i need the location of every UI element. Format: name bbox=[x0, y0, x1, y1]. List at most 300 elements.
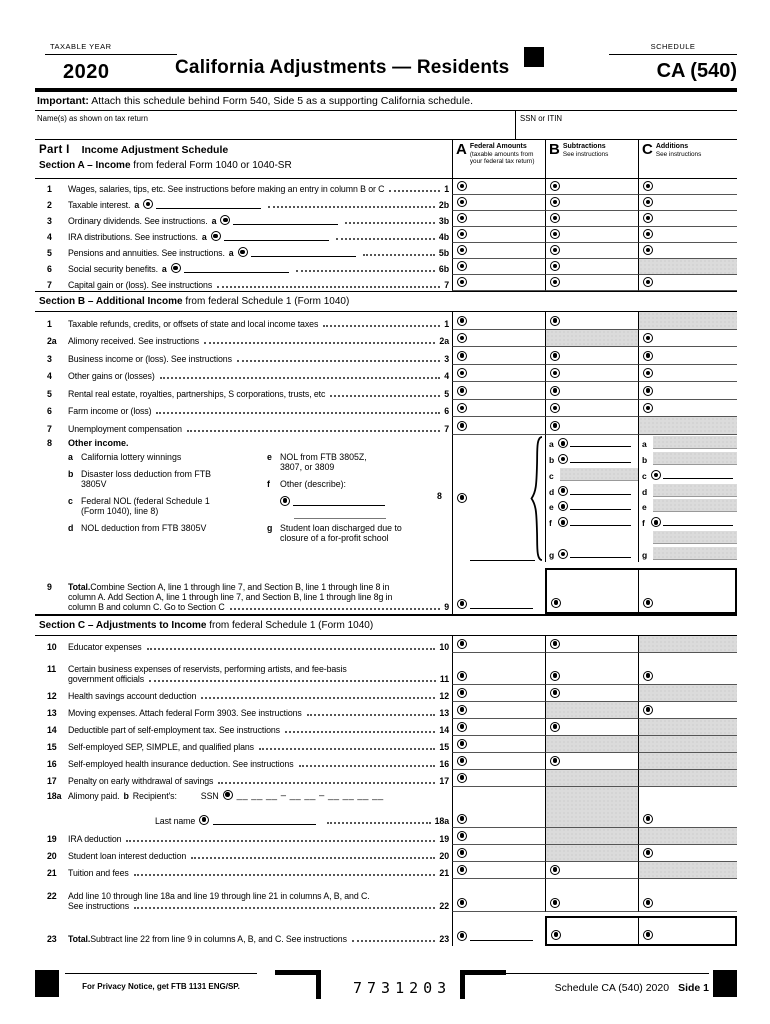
target-icon bbox=[457, 229, 467, 239]
part1-titles bbox=[35, 140, 452, 178]
other-describe-line-2[interactable] bbox=[294, 507, 386, 519]
section-b-rows bbox=[35, 312, 737, 435]
section-c-rows-lower bbox=[35, 828, 737, 912]
amount-field-b-line-23[interactable] bbox=[547, 918, 638, 944]
amount-cells bbox=[452, 417, 737, 435]
taxable-year-label: TAXABLE YEAR bbox=[45, 42, 177, 55]
amount-field-b-8e[interactable] bbox=[546, 498, 638, 514]
line-ref: 7 bbox=[444, 423, 449, 434]
amount-field-b-line-4[interactable] bbox=[545, 365, 638, 383]
dotted-leader bbox=[363, 254, 435, 256]
amount-line[interactable] bbox=[570, 509, 631, 510]
registration-mark-square bbox=[524, 47, 544, 67]
line-description: Penalty on early withdrawal of savings bbox=[68, 775, 214, 786]
amount-field-c-line-1[interactable] bbox=[638, 179, 737, 195]
line-description-2: See instructions bbox=[68, 900, 129, 911]
amount-field-c-line-9[interactable] bbox=[638, 570, 735, 612]
dotted-leader bbox=[187, 430, 440, 432]
dotted-leader bbox=[327, 822, 430, 824]
line-description: Rental real estate, royalties, partnerships, S corporations, trusts, etc bbox=[68, 388, 326, 399]
amount-line[interactable] bbox=[570, 446, 631, 447]
amount-field-a-line-14[interactable] bbox=[452, 719, 545, 736]
amount-field-a-line-2b[interactable] bbox=[452, 195, 545, 211]
schedule-ref-text: Schedule CA (540) 2020 bbox=[554, 981, 670, 994]
line-number: 4 bbox=[47, 232, 52, 242]
row-9-total bbox=[35, 562, 737, 614]
important-note bbox=[35, 92, 737, 111]
column-header-b bbox=[545, 140, 638, 178]
amount-line[interactable] bbox=[663, 525, 733, 526]
target-icon bbox=[643, 848, 653, 858]
amount-cells bbox=[452, 382, 737, 400]
line-description: column B and column C. Go to Section C bbox=[68, 601, 225, 612]
target-icon bbox=[199, 815, 209, 825]
item-letter: e bbox=[267, 451, 272, 462]
form-row-line-5b bbox=[35, 243, 737, 259]
amount-field-b-8d[interactable] bbox=[546, 482, 638, 498]
target-icon bbox=[550, 245, 560, 255]
amount-field-a-line-6b[interactable] bbox=[452, 259, 545, 275]
row-8-other-income bbox=[35, 435, 737, 562]
form-row-line-10 bbox=[35, 636, 737, 653]
form-row-line-1 bbox=[35, 312, 737, 330]
writein-line[interactable] bbox=[233, 224, 338, 225]
writein-line[interactable] bbox=[224, 240, 329, 241]
target-icon bbox=[643, 386, 653, 396]
amount-field-b-line-3b[interactable] bbox=[545, 211, 638, 227]
amount-field-c-line-5b[interactable] bbox=[638, 243, 737, 259]
total-box-line-23 bbox=[545, 916, 737, 946]
dotted-leader bbox=[201, 697, 435, 699]
blocked-cell-c-line-16 bbox=[638, 753, 737, 770]
line-ref: 3 bbox=[444, 353, 449, 364]
line-description: Ordinary dividends. See instructions. bbox=[68, 216, 208, 226]
recipient-lastname-field[interactable] bbox=[213, 824, 316, 825]
form-row-line-1 bbox=[35, 179, 737, 195]
amount-cells bbox=[452, 879, 737, 912]
amount-field-a-line-4b[interactable] bbox=[452, 227, 545, 243]
amount-field-b-line-11[interactable] bbox=[545, 653, 638, 685]
amount-field-b-line-1[interactable] bbox=[545, 179, 638, 195]
target-icon bbox=[651, 470, 661, 480]
target-icon bbox=[550, 316, 560, 326]
blocked-cell-c-8e bbox=[639, 498, 737, 514]
amount-field-a-line-9[interactable] bbox=[452, 562, 545, 614]
amount-field-b-line-1[interactable] bbox=[545, 312, 638, 330]
target-icon bbox=[550, 865, 560, 875]
target-icon bbox=[643, 814, 653, 824]
target-icon bbox=[457, 705, 467, 715]
form-row-line-21 bbox=[35, 862, 737, 879]
item-letter: d bbox=[68, 522, 74, 533]
blocked-cell-c-line-1 bbox=[638, 312, 737, 330]
line-number: 14 bbox=[47, 724, 57, 735]
part1-header bbox=[35, 139, 737, 179]
line-ref: 3b bbox=[438, 216, 449, 226]
amount-field-b-line-22[interactable] bbox=[545, 879, 638, 912]
column-title-b: Subtractions bbox=[562, 143, 606, 150]
amount-field-b-8a[interactable] bbox=[546, 435, 638, 451]
line-number: 22 bbox=[47, 890, 57, 901]
section-c-label: Section C – Adjustments to Income bbox=[39, 619, 207, 631]
name-field[interactable] bbox=[35, 111, 515, 139]
writein-line[interactable] bbox=[156, 208, 261, 209]
target-icon bbox=[550, 671, 560, 681]
amount-field-a-line-3b[interactable] bbox=[452, 211, 545, 227]
line-number: 23 bbox=[47, 933, 57, 944]
dotted-leader bbox=[230, 608, 441, 610]
line-ref: 18a bbox=[434, 815, 450, 826]
sub-line-letter: f bbox=[642, 518, 645, 529]
amount-field-b-line-5b[interactable] bbox=[545, 243, 638, 259]
ssn-field[interactable] bbox=[515, 111, 737, 139]
amount-field-b-line-2b[interactable] bbox=[545, 195, 638, 211]
line-ref: 23 bbox=[439, 933, 449, 944]
amount-cells bbox=[452, 259, 737, 275]
amount-line[interactable] bbox=[663, 478, 733, 479]
target-icon bbox=[550, 368, 560, 378]
sub-line-letter: g bbox=[549, 549, 555, 560]
blocked-area bbox=[653, 452, 737, 465]
amount-line[interactable] bbox=[570, 462, 631, 463]
line-ref: 4b bbox=[438, 232, 449, 242]
form-title: California Adjustments — Residents bbox=[175, 57, 510, 78]
line-number: 12 bbox=[47, 690, 57, 701]
sub-line-letter: e bbox=[549, 502, 554, 513]
line-ref: 6b bbox=[438, 264, 449, 274]
form-row-line-15 bbox=[35, 736, 737, 753]
line-ref: 17 bbox=[439, 775, 449, 786]
amount-field-c-line-11[interactable] bbox=[638, 653, 737, 685]
amount-field-a-line-17[interactable] bbox=[452, 770, 545, 787]
amount-field-a-line-11[interactable] bbox=[452, 653, 545, 685]
schedule-number: CA (540) bbox=[656, 60, 737, 82]
form-row-line-13 bbox=[35, 702, 737, 719]
amount-field-a-line-20[interactable] bbox=[452, 845, 545, 862]
target-icon bbox=[550, 421, 560, 431]
amount-field-b-line-3[interactable] bbox=[545, 347, 638, 365]
amount-field-c-line-18a[interactable] bbox=[638, 787, 737, 828]
other-income-item-f bbox=[267, 479, 427, 489]
line-description: Combine Section A, line 1 through line 7, and Section B, line 1 through line 8 in bbox=[90, 581, 390, 592]
line-ref: 5 bbox=[444, 388, 449, 399]
recipient-ssn-field[interactable]: __ __ __ – __ __ – __ __ __ __ bbox=[236, 789, 384, 801]
line-number: 16 bbox=[47, 758, 57, 769]
amount-field-a-line-3[interactable] bbox=[452, 347, 545, 365]
ssn-field-label: SSN or ITIN bbox=[520, 114, 563, 123]
blocked-cell-c-8d bbox=[639, 482, 737, 498]
amount-field-b-line-12[interactable] bbox=[545, 685, 638, 702]
column-headers bbox=[452, 140, 737, 178]
total-row-line-9 bbox=[35, 562, 737, 614]
amount-cells bbox=[452, 862, 737, 879]
other-describe-line-1[interactable] bbox=[293, 505, 385, 506]
other-income-item-g bbox=[267, 523, 427, 543]
sub-line-letter: a bbox=[134, 200, 140, 210]
sub-line-letter: a bbox=[161, 264, 167, 274]
line-ref: 22 bbox=[439, 900, 449, 911]
form-row-line-7 bbox=[35, 275, 737, 291]
amount-field-c-line-2b[interactable] bbox=[638, 195, 737, 211]
amount-cells bbox=[452, 685, 737, 702]
line-description: IRA deduction bbox=[68, 833, 122, 844]
blocked-cell-c-line-6b bbox=[638, 259, 737, 275]
sub-line-letter: b bbox=[642, 455, 648, 466]
target-icon bbox=[551, 930, 561, 940]
amount-field-c-line-3[interactable] bbox=[638, 347, 737, 365]
amount-cells bbox=[452, 179, 737, 195]
amount-cells bbox=[452, 365, 737, 383]
amount-field-b-line-14[interactable] bbox=[545, 719, 638, 736]
target-icon bbox=[457, 197, 467, 207]
amount-field-a-line-23[interactable] bbox=[452, 912, 545, 946]
line-description: Social security benefits. bbox=[68, 264, 158, 274]
target-icon bbox=[550, 722, 560, 732]
line-description: Alimony received. See instructions bbox=[68, 336, 200, 346]
amount-field-b-line-7[interactable] bbox=[545, 275, 638, 291]
target-icon bbox=[457, 493, 467, 503]
target-icon bbox=[643, 181, 653, 191]
blocked-cell-b-line-19 bbox=[545, 828, 638, 845]
target-icon bbox=[558, 517, 568, 527]
amount-field-a-line-6[interactable] bbox=[452, 400, 545, 418]
dotted-leader bbox=[126, 840, 435, 842]
line-description: Tuition and fees bbox=[68, 867, 129, 878]
amount-field-b-line-7[interactable] bbox=[545, 417, 638, 435]
amount-field-b-8g[interactable] bbox=[546, 545, 638, 561]
target-icon bbox=[457, 722, 467, 732]
amount-field-a-line-4[interactable] bbox=[452, 365, 545, 383]
target-icon bbox=[457, 261, 467, 271]
lastname-label: Last name bbox=[155, 815, 196, 826]
line-number: 3 bbox=[47, 353, 52, 364]
amount-cells bbox=[452, 211, 737, 227]
amount-field-b-line-16[interactable] bbox=[545, 753, 638, 770]
amount-field-c-line-2a[interactable] bbox=[638, 330, 737, 348]
amount-field-a-line-16[interactable] bbox=[452, 753, 545, 770]
dotted-leader bbox=[330, 395, 440, 397]
line-number: 7 bbox=[47, 423, 52, 434]
target-icon bbox=[558, 438, 568, 448]
amount-field-c-line-4[interactable] bbox=[638, 365, 737, 383]
dotted-leader bbox=[336, 238, 435, 240]
blocked-cell-c-8a bbox=[639, 435, 737, 451]
amount-field-c-line-7[interactable] bbox=[638, 275, 737, 291]
amount-field-a-line-22[interactable] bbox=[452, 879, 545, 912]
amount-line[interactable] bbox=[570, 525, 631, 526]
blocked-cell-b-line-20 bbox=[545, 845, 638, 862]
dotted-leader bbox=[268, 206, 435, 208]
target-icon bbox=[457, 688, 467, 698]
form-row-line-4 bbox=[35, 365, 737, 383]
amount-field-b-line-9[interactable] bbox=[547, 570, 638, 612]
target-icon bbox=[457, 756, 467, 766]
section-b-header bbox=[35, 291, 737, 312]
amount-field-a-line-7[interactable] bbox=[452, 417, 545, 435]
target-icon bbox=[550, 386, 560, 396]
target-icon bbox=[550, 229, 560, 239]
line-number: 1 bbox=[47, 318, 52, 329]
line-desc-bold: Total. bbox=[68, 581, 91, 592]
blocked-cell-c-8b bbox=[639, 450, 737, 466]
target-icon bbox=[457, 368, 467, 378]
amount-field-c-line-20[interactable] bbox=[638, 845, 737, 862]
amount-field-a-line-1[interactable] bbox=[452, 179, 545, 195]
target-icon bbox=[643, 333, 653, 343]
writein-line[interactable] bbox=[251, 256, 356, 257]
amount-cells bbox=[452, 736, 737, 753]
target-icon bbox=[550, 756, 560, 766]
amount-cells bbox=[452, 845, 737, 862]
other-income-item-c bbox=[68, 496, 263, 516]
amount-field-c-line-3b[interactable] bbox=[638, 211, 737, 227]
line-ref: 1 bbox=[444, 184, 449, 194]
amount-field-a-line-2a[interactable] bbox=[452, 330, 545, 348]
other-income-item-d bbox=[68, 523, 263, 533]
amount-field-a-line-1[interactable] bbox=[452, 312, 545, 330]
target-icon bbox=[457, 773, 467, 783]
line-description: column A. Add Section A, line 1 through line 7, and Section B, line 1 through line 8g in bbox=[68, 591, 393, 602]
blocked-cell-c-line-7 bbox=[638, 417, 737, 435]
other-income-item-a bbox=[68, 452, 263, 462]
amount-field-a-line-15[interactable] bbox=[452, 736, 545, 753]
amount-line[interactable] bbox=[570, 557, 631, 558]
amount-field-a-line-5b[interactable] bbox=[452, 243, 545, 259]
amount-cells bbox=[452, 828, 737, 845]
line-number: 19 bbox=[47, 833, 57, 844]
form-row-line-2a bbox=[35, 330, 737, 348]
blocked-cell-c-line-14 bbox=[638, 719, 737, 736]
amount-field-b-8f[interactable] bbox=[546, 513, 638, 529]
amount-field-a-line-5[interactable] bbox=[452, 382, 545, 400]
important-label: Important: bbox=[37, 95, 89, 107]
line-description: Moving expenses. Attach federal Form 3903. See instructions bbox=[68, 707, 302, 718]
target-icon bbox=[651, 517, 661, 527]
line-ref: 8 bbox=[437, 490, 442, 501]
line-number: 9 bbox=[47, 581, 52, 592]
line-description: Wages, salaries, tips, etc. See instructions before making an entry in column B or C bbox=[68, 184, 385, 194]
amount-cells bbox=[452, 753, 737, 770]
amount-field-c-line-13[interactable] bbox=[638, 702, 737, 719]
amount-cells bbox=[452, 770, 737, 787]
amount-field-b-line-4b[interactable] bbox=[545, 227, 638, 243]
blocked-cell-b-line-15 bbox=[545, 736, 638, 753]
amount-field-c-line-6[interactable] bbox=[638, 400, 737, 418]
amount-field-c-line-23[interactable] bbox=[638, 918, 735, 944]
line-number: 10 bbox=[47, 641, 57, 652]
column-subtitle-b: See instructions bbox=[562, 151, 609, 158]
amount-field-b-line-21[interactable] bbox=[545, 862, 638, 879]
blocked-area bbox=[653, 499, 737, 512]
amount-field-a-line-21[interactable] bbox=[452, 862, 545, 879]
line-ref: 9 bbox=[444, 601, 449, 612]
target-icon bbox=[643, 598, 653, 608]
target-icon bbox=[457, 671, 467, 681]
amount-field-c-8f[interactable] bbox=[639, 513, 737, 529]
item-letter: b bbox=[68, 468, 74, 479]
target-icon bbox=[643, 368, 653, 378]
amount-field-a-line-18a[interactable] bbox=[452, 787, 545, 828]
target-icon bbox=[643, 930, 653, 940]
target-icon bbox=[457, 898, 467, 908]
target-icon bbox=[558, 486, 568, 496]
blocked-cell-b-line-2a bbox=[545, 330, 638, 348]
corner-registration-mark bbox=[275, 970, 321, 999]
amount-cells bbox=[452, 719, 737, 736]
form-row-line-6 bbox=[35, 400, 737, 418]
amount-cells bbox=[452, 636, 737, 653]
amount-field-a-line-10[interactable] bbox=[452, 636, 545, 653]
column-subtitle-c: See instructions bbox=[655, 151, 702, 158]
line-number: 13 bbox=[47, 707, 57, 718]
form-row-line-22 bbox=[35, 879, 737, 912]
target-icon bbox=[238, 247, 248, 257]
form-row-line-3 bbox=[35, 347, 737, 365]
dotted-leader bbox=[191, 857, 435, 859]
target-icon bbox=[643, 213, 653, 223]
sub-line-letter: a bbox=[228, 248, 234, 258]
target-icon bbox=[558, 549, 568, 559]
line-number: 2 bbox=[47, 200, 52, 210]
target-icon bbox=[550, 898, 560, 908]
item-text: NOL from FTB 3805Z, 3807, or 3809 bbox=[280, 451, 367, 472]
amount-field-a-line-12[interactable] bbox=[452, 685, 545, 702]
amount-field-a-line-19[interactable] bbox=[452, 828, 545, 845]
writein-line[interactable] bbox=[184, 272, 289, 273]
section-c-rows-upper bbox=[35, 636, 737, 787]
target-icon bbox=[550, 197, 560, 207]
dotted-leader bbox=[217, 286, 440, 288]
amount-field-a-line-13[interactable] bbox=[452, 702, 545, 719]
column-title-c: Additions bbox=[655, 143, 689, 150]
spacer-slot bbox=[546, 529, 638, 545]
amount-field-b-line-10[interactable] bbox=[545, 636, 638, 653]
sub-line-letter: c bbox=[642, 470, 647, 481]
sub-line-letter: d bbox=[642, 486, 648, 497]
row-23-total bbox=[35, 912, 737, 946]
amount-field-c-8c[interactable] bbox=[639, 466, 737, 482]
amount-field-b-8b[interactable] bbox=[546, 450, 638, 466]
sub-line-letter: c bbox=[549, 470, 554, 481]
target-icon bbox=[643, 705, 653, 715]
column-title-a: Federal Amounts bbox=[469, 143, 527, 150]
line-ref: 10 bbox=[439, 641, 449, 652]
blocked-cell-c-8g bbox=[639, 545, 737, 561]
schedule-footer-ref bbox=[491, 973, 709, 994]
blocked-cell-b-line-13 bbox=[545, 702, 638, 719]
item-text: NOL deduction from FTB 3805V bbox=[81, 522, 207, 533]
total-row-line-23 bbox=[35, 912, 737, 946]
amount-field-b-line-6[interactable] bbox=[545, 400, 638, 418]
amount-cells bbox=[452, 195, 737, 211]
amount-line-8a[interactable] bbox=[470, 560, 535, 561]
target-icon bbox=[143, 199, 153, 209]
amount-field-b-line-6b[interactable] bbox=[545, 259, 638, 275]
amount-field-b-line-5[interactable] bbox=[545, 382, 638, 400]
dotted-leader bbox=[285, 731, 435, 733]
amount-field-c-line-22[interactable] bbox=[638, 879, 737, 912]
target-icon bbox=[457, 421, 467, 431]
amount-field-c-line-4b[interactable] bbox=[638, 227, 737, 243]
amount-field-a-line-7[interactable] bbox=[452, 275, 545, 291]
amount-line[interactable] bbox=[470, 940, 533, 941]
amount-field-c-line-5[interactable] bbox=[638, 382, 737, 400]
amount-line[interactable] bbox=[570, 494, 631, 495]
schedule-label: SCHEDULE bbox=[609, 42, 737, 55]
section-b-rest: from federal Schedule 1 (Form 1040) bbox=[182, 296, 350, 307]
amount-line[interactable] bbox=[470, 608, 533, 609]
dotted-leader bbox=[218, 782, 435, 784]
